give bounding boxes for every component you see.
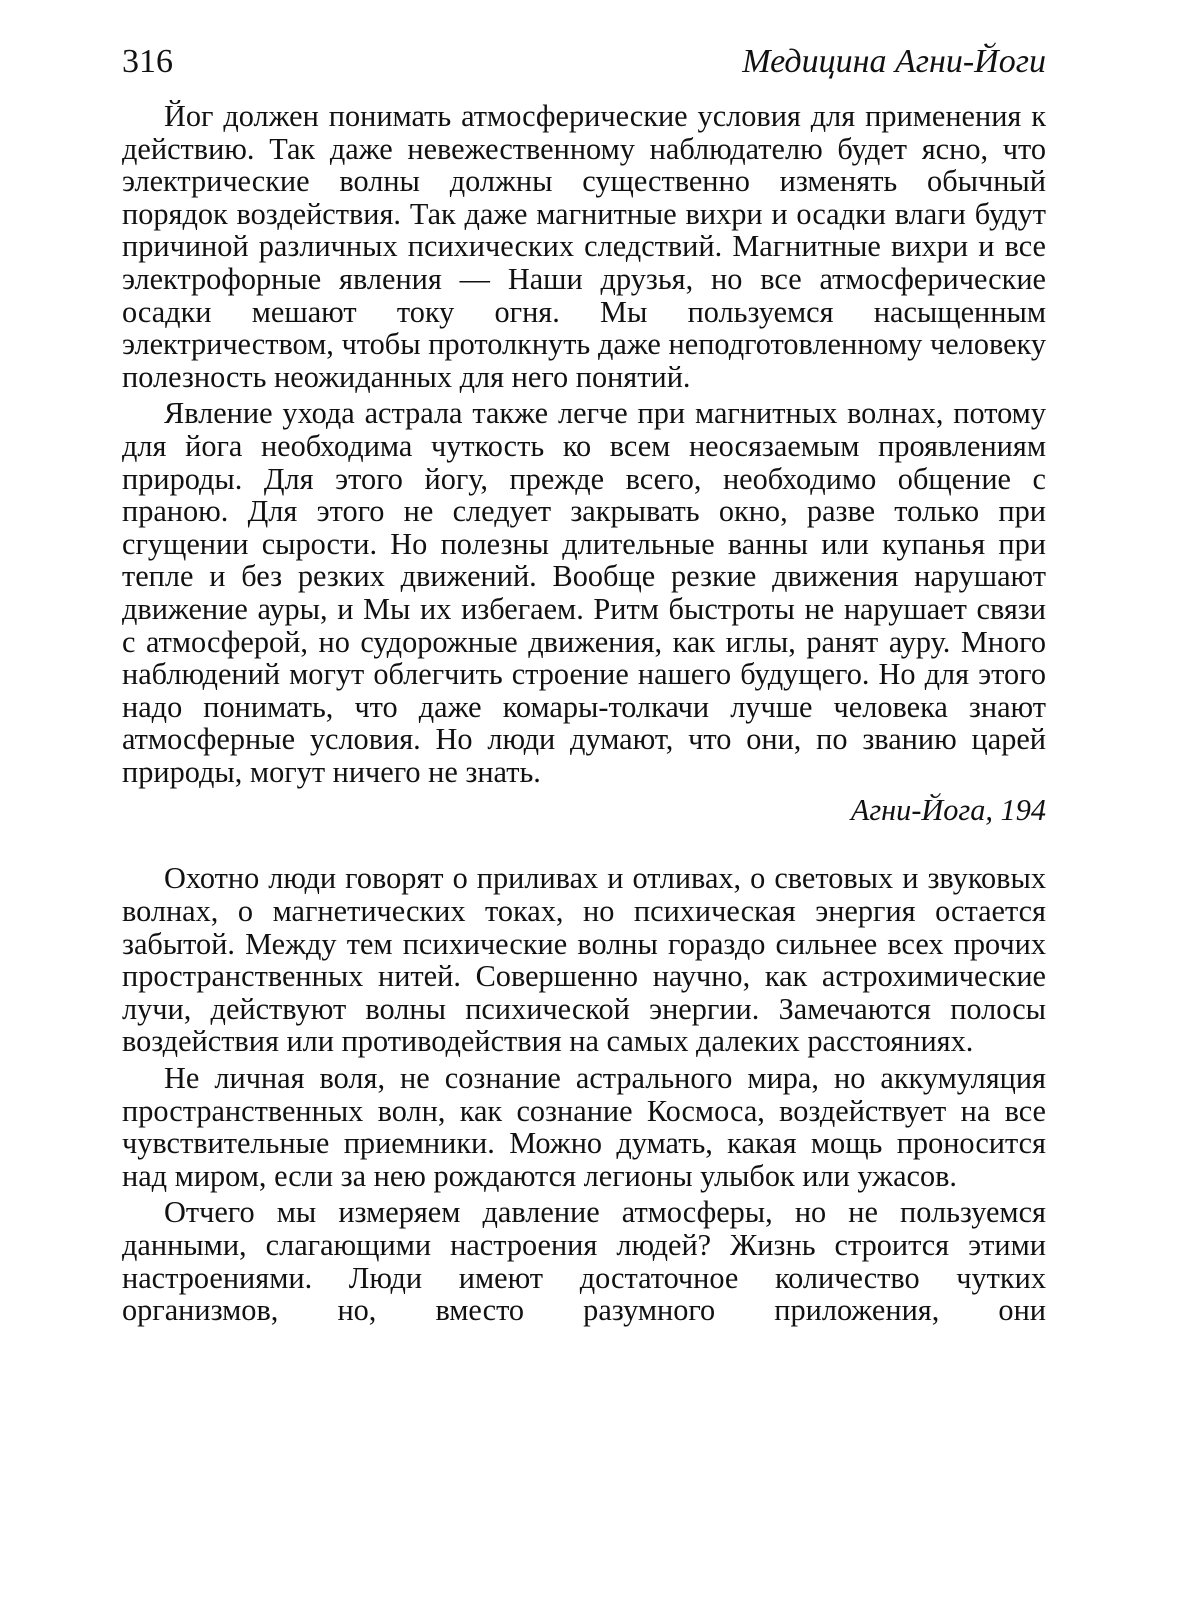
book-page (122, 42, 1046, 1572)
paragraph-astral-departure: Явление ухода астрала также легче при магнитных волнах, потому для йога необходима чуткость ко всем неосязаемым проявлениям природы. Для этого йогу, прежде всего, необходимо общение с праною. Для этого не следует закрывать окно, разве только при сгущении сырости. Но полезны длительные ванны или купанья при тепле и без резких движений. Вообще резкие движения нарушают движение ауры, и Мы их избегаем. Ритм быстроты не нарушает связи с атмосферой, но судорожные движения, как иглы, ранят ауру. Много наблюдений могут облегчить строение нашего будущего. Но для этого надо понимать, что даже комары-толкачи лучше человека знают атмосферные условия. Но люди думают, что они, по званию царей природы, могут ничего не знать. (122, 396, 1046, 789)
section-divider-space (122, 828, 1046, 862)
paragraph-atmospheric-conditions: Йог должен понимать атмосферические условия для применения к действию. Так даже невежественному наблюдателю будет ясно, что электрические волны должны существенно изменять обычный порядок воздействия. Так даже магнитные вихри и осадки влаги будут причиной различных психических следствий. Магнитные вихри и все электрофорные явления — Наши друзья, но все атмосферические осадки мешают току огня. Мы пользуемся насыщенным электричеством, чтобы протолкнуть даже неподготовленному человеку полезность неожиданных для него понятий. (122, 99, 1046, 394)
book-title: Медицина Агни-Йоги (742, 43, 1046, 80)
paragraph-atmosphere-pressure: Отчего мы измеряем давление атмосферы, но не пользуемся данными, слагающими настроения людей? Жизнь строится этими настроениями. Люди имеют достаточное количество чутких организмов, но, вместо разумного приложения, они (122, 1195, 1046, 1328)
running-header (122, 42, 1046, 100)
citation-agni-yoga-194: Агни-Йога, 194 (850, 793, 1046, 828)
paragraph-cosmic-accumulation: Не личная воля, не сознание астрального мира, но аккумуляция пространственных волн, как сознание Космоса, воздействует на все чувствительные приемники. Можно думать, какая мощь проносится над миром, если за нею рождаются легионы улыбок или ужасов. (122, 1061, 1046, 1193)
paragraph-psychic-waves: Охотно люди говорят о приливах и отливах, о световых и звуковых волнах, о магнетических токах, но психическая энергия остается забытой. Между тем психические волны гораздо сильнее всех прочих пространственных нитей. Совершенно научно, как астрохимические лучи, действуют волны психической энергии. Замечаются полосы воздействия или противодействия на самых далеких расстояниях. (122, 861, 1046, 1059)
body-text (122, 100, 1046, 1327)
page-number: 316 (122, 43, 173, 80)
